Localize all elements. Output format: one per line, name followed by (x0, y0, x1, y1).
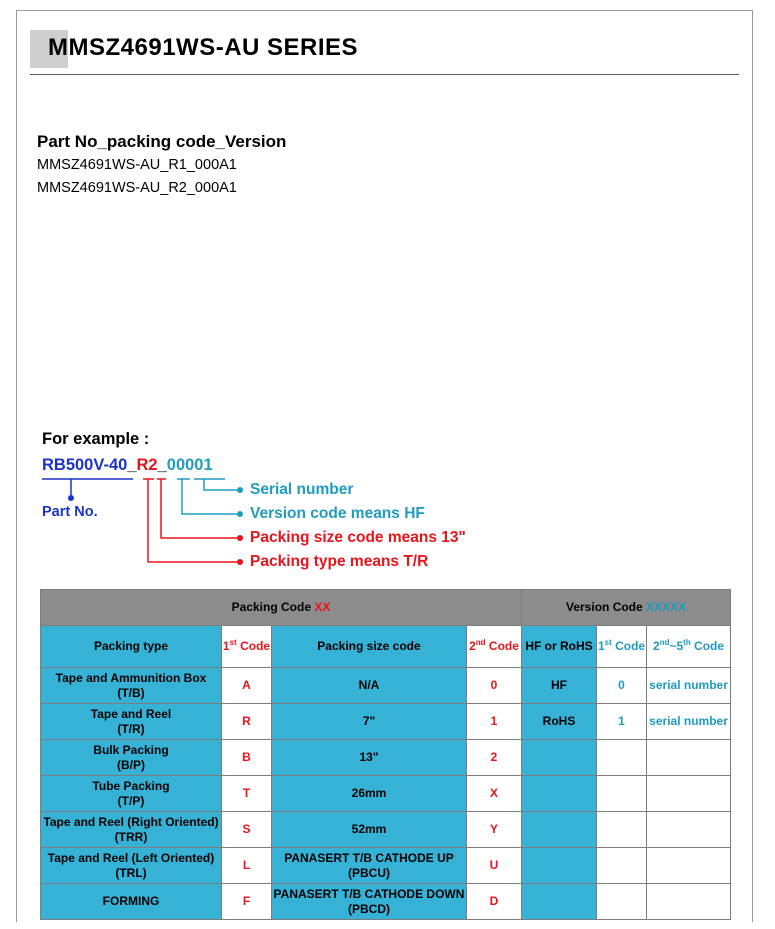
col-packing-size: Packing size code (272, 626, 467, 668)
cell-second-code: U (467, 848, 522, 884)
cell-second-code: Y (467, 812, 522, 848)
cell-packing-type: Tube Packing (T/P) (41, 776, 222, 812)
part-number-item: MMSZ4691WS-AU_R2_000A1 (37, 180, 237, 196)
part-number-heading: Part No_packing code_Version (37, 132, 287, 151)
cell-packing-type: Tape and Reel (T/R) (41, 704, 222, 740)
example-part: RB500V-40 (42, 456, 128, 474)
cell-second-code: D (467, 884, 522, 920)
version-code-placeholder: XXXXX (646, 600, 687, 614)
cell-packing-type: Bulk Packing (B/P) (41, 740, 222, 776)
example-packing-code: R2 (136, 456, 158, 474)
legend-packing-type: Packing type means T/R (250, 553, 429, 570)
cell-packing-type: Tape and Reel (Right Oriented) (TRR) (41, 812, 222, 848)
cell-second-code: X (467, 776, 522, 812)
cell-hf-rohs (522, 884, 597, 920)
cell-packing-size: 52mm (272, 812, 467, 848)
table-row (41, 704, 731, 740)
col-version-serial-code: 2nd~5th Code (647, 626, 731, 668)
cell-version-serial (647, 812, 731, 848)
cell-packing-type: Tape and Ammunition Box (T/B) (41, 668, 222, 704)
cell-packing-size: 26mm (272, 776, 467, 812)
cell-first-code: F (222, 884, 272, 920)
cell-packing-type: FORMING (41, 884, 222, 920)
col-first-code: 1st Code (222, 626, 272, 668)
legend-packing-size: Packing size code means 13" (250, 529, 466, 546)
cell-packing-size: N/A (272, 668, 467, 704)
cell-packing-size: PANASERT T/B CATHODE DOWN (PBCD) (272, 884, 467, 920)
col-second-code: 2nd Code (467, 626, 522, 668)
cell-version-serial: serial number (647, 704, 731, 740)
packing-code-placeholder: XX (314, 600, 331, 614)
version-code-header: Version Code XXXXX (522, 590, 731, 626)
cell-version-first: 0 (597, 668, 647, 704)
cell-hf-rohs (522, 812, 597, 848)
col-version-first-code: 1st Code (597, 626, 647, 668)
legend-serial-number: Serial number (250, 481, 354, 498)
part-number-item: MMSZ4691WS-AU_R1_000A1 (37, 157, 237, 173)
title-divider (30, 74, 739, 75)
cell-first-code: R (222, 704, 272, 740)
packing-code-header: Packing Code XX (41, 590, 522, 626)
cell-version-serial (647, 740, 731, 776)
cell-hf-rohs (522, 776, 597, 812)
table-row (41, 740, 731, 776)
cell-packing-size: PANASERT T/B CATHODE UP (PBCU) (272, 848, 467, 884)
cell-second-code: 2 (467, 740, 522, 776)
table-row (41, 812, 731, 848)
table-row (41, 884, 731, 920)
col-hf-rohs: HF or RoHS (522, 626, 597, 668)
cell-hf-rohs (522, 740, 597, 776)
cell-version-first (597, 812, 647, 848)
col-packing-type: Packing type (41, 626, 222, 668)
cell-first-code: A (222, 668, 272, 704)
cell-hf-rohs: HF (522, 668, 597, 704)
cell-packing-size: 7" (272, 704, 467, 740)
cell-version-serial (647, 776, 731, 812)
cell-version-serial: serial number (647, 668, 731, 704)
cell-first-code: L (222, 848, 272, 884)
cell-first-code: B (222, 740, 272, 776)
cell-version-first: 1 (597, 704, 647, 740)
cell-packing-size: 13" (272, 740, 467, 776)
legend-version-code: Version code means HF (250, 505, 425, 522)
cell-version-first (597, 740, 647, 776)
cell-second-code: 1 (467, 704, 522, 740)
packing-code-table (40, 589, 731, 920)
example-separator: _ (157, 456, 167, 474)
table-row (41, 848, 731, 884)
example-version-code: 00001 (166, 456, 213, 474)
part-no-label: Part No. (42, 504, 98, 520)
cell-second-code: 0 (467, 668, 522, 704)
cell-hf-rohs: RoHS (522, 704, 597, 740)
cell-version-first (597, 776, 647, 812)
cell-version-serial (647, 848, 731, 884)
cell-hf-rohs (522, 848, 597, 884)
cell-first-code: S (222, 812, 272, 848)
cell-first-code: T (222, 776, 272, 812)
cell-version-first (597, 848, 647, 884)
example-separator: _ (127, 456, 137, 474)
example-code (42, 456, 213, 475)
cell-packing-type: Tape and Reel (Left Oriented) (TRL) (41, 848, 222, 884)
table-row (41, 776, 731, 812)
cell-version-serial (647, 884, 731, 920)
cell-version-first (597, 884, 647, 920)
table-row (41, 668, 731, 704)
example-heading: For example : (42, 430, 150, 448)
page-title: MMSZ4691WS-AU SERIES (48, 34, 359, 61)
